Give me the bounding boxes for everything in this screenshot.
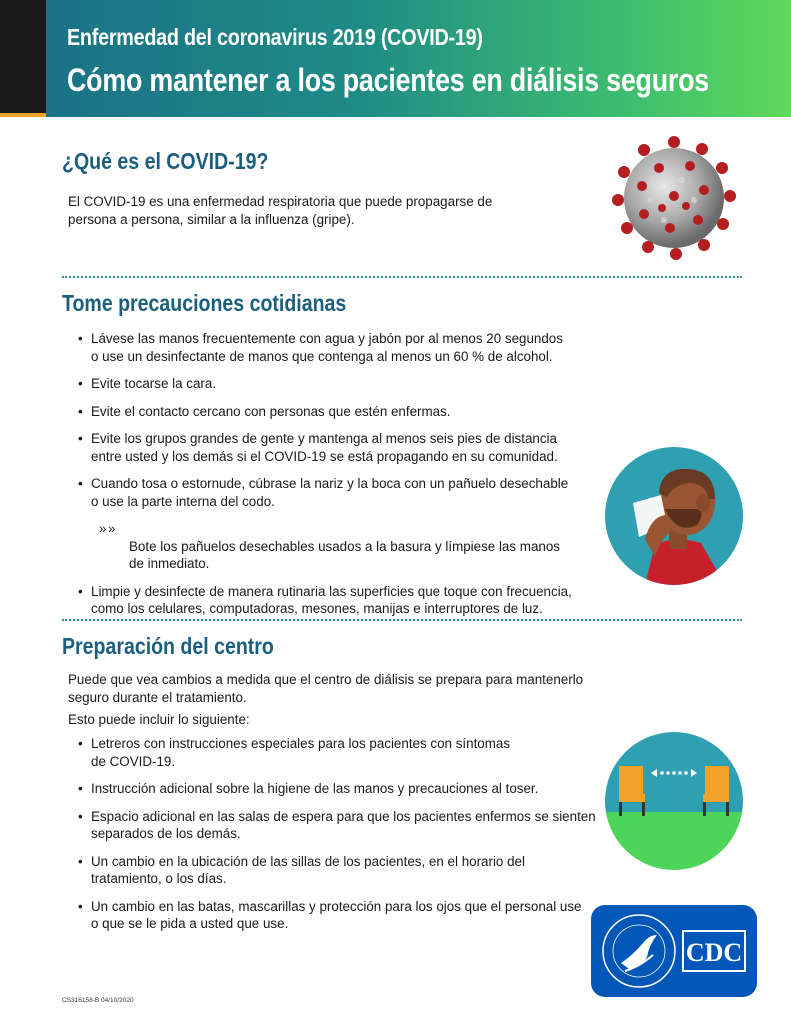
sub-list-item: [78, 520, 598, 573]
coronavirus-illustration: [604, 128, 744, 268]
header-title: Cómo mantener a los pacientes en diálisis seguros: [67, 62, 709, 98]
center-intro: [68, 671, 583, 707]
hhs-cdc-logo: [591, 905, 757, 997]
item-line: • Limpie y desinfecte de manera rutinaria las superficies que toque con frecuencia,: [91, 583, 572, 599]
header-black-block: [0, 0, 46, 117]
item-line: o use la parte interna del codo.: [91, 493, 275, 509]
center-changes-list: [78, 735, 598, 943]
text-line: El COVID-19 es una enfermedad respiratoria que puede propagarse de: [68, 194, 493, 209]
list-item: [78, 375, 598, 393]
section-divider: [62, 619, 742, 621]
item-line: o use un desinfectante de manos que contenga al menos un 60 % de alcohol.: [91, 348, 553, 364]
item-line: tratamiento, o los días.: [91, 871, 227, 886]
item-line: • Un cambio en las batas, mascarillas y protección para los ojos que el personal use: [91, 898, 582, 914]
section-what-is-covid-text: [68, 193, 492, 229]
section-title-what-is-covid: ¿Qué es el COVID-19?: [62, 148, 269, 174]
precautions-list: [78, 330, 598, 628]
header-orange-stripe: [0, 113, 46, 117]
item-line: como los celulares, computadoras, mesones, manijas e interruptores de luz.: [91, 601, 543, 616]
section-title-precautions: Tome precauciones cotidianas: [62, 290, 347, 316]
item-line: • Evite los grupos grandes de gente y mantenga al menos seis pies de distancia: [91, 431, 557, 446]
item-line: de COVID-19.: [91, 753, 176, 769]
list-item: [78, 403, 598, 421]
floor: [605, 812, 743, 870]
item-line: separados de los demás.: [91, 826, 241, 841]
item-line: Bote los pañuelos desechables usados a la basura y límpiese las manos: [129, 538, 560, 554]
document-code: CS316158-B 04/10/2020: [62, 997, 134, 1004]
item-line: • Cuando tosa o estornude, cúbrase la nariz y la boca con un pañuelo desechable: [91, 476, 569, 491]
list-item: [78, 898, 598, 933]
item-line: • Evite tocarse la cara.: [91, 376, 217, 391]
spaced-chairs-illustration: [605, 732, 743, 870]
cdc-text: CDC: [685, 938, 743, 967]
list-item: [78, 780, 598, 798]
header-subtitle: Enfermedad del coronavirus 2019 (COVID-19): [67, 24, 483, 50]
list-item: [78, 735, 598, 770]
list-item: [78, 330, 598, 365]
list-item: [78, 853, 598, 888]
header-banner: [0, 0, 791, 117]
list-item: [78, 475, 598, 573]
item-line: de inmediato.: [129, 556, 210, 571]
section-divider: [62, 276, 742, 278]
item-line: • Lávese las manos frecuentemente con agua y jabón por al menos 20 segundos: [91, 331, 563, 346]
sub-bullet-marker: » »: [99, 521, 107, 536]
item-line: • Instrucción adicional sobre la higiene de las manos y precauciones al toser.: [91, 781, 539, 796]
item-line: • Letreros con instrucciones especiales para los pacientes con síntomas: [91, 736, 511, 751]
list-item: [78, 808, 598, 843]
text-line: Puede que vea cambios a medida que el centro de diálisis se prepara para mantenerlo: [68, 672, 584, 687]
list-item: [78, 583, 598, 618]
item-line: entre usted y los demás si el COVID-19 se está propagando en su comunidad.: [91, 448, 558, 464]
list-item: [78, 430, 598, 465]
item-line: • Un cambio en la ubicación de las sillas de los pacientes, en el horario del: [91, 853, 525, 869]
item-line: • Evite el contacto cercano con personas que estén enfermas.: [91, 403, 451, 419]
section-title-center-preparation: Preparación del centro: [62, 633, 274, 659]
text-line: persona a persona, similar a la influenza (gripe).: [68, 212, 355, 227]
center-intro-2: Esto puede incluir lo siguiente:: [68, 712, 250, 727]
item-line: o que se le pida a usted que use.: [91, 916, 289, 931]
text-line: seguro durante el tratamiento.: [68, 690, 247, 705]
item-line: • Espacio adicional en las salas de espera para que los pacientes enfermos se sienten: [91, 808, 596, 824]
person-coughing-illustration: [605, 447, 743, 585]
